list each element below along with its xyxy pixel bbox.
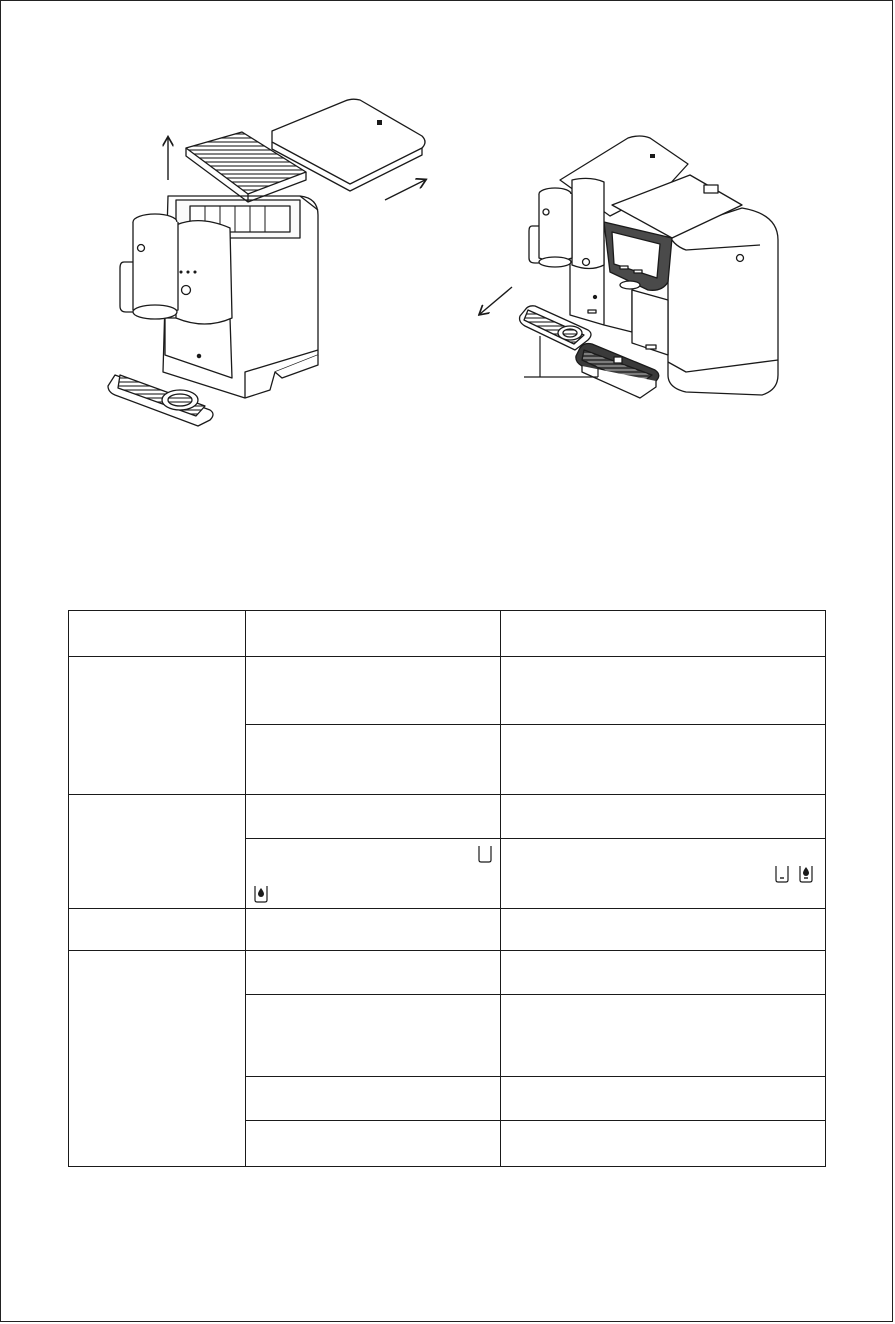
solution-cell [501, 995, 826, 1077]
cause-cell [246, 1121, 501, 1167]
problem-cell [69, 909, 246, 951]
cup-water-drop-icon [254, 885, 268, 903]
cause-cell [246, 725, 501, 795]
cause-cell [246, 1077, 501, 1121]
solution-cell [501, 725, 826, 795]
slide-arrow [385, 180, 425, 200]
problem-cell [69, 951, 246, 1167]
cup-drop-low-level-icon [799, 865, 813, 883]
solution-cell [501, 839, 826, 909]
cup-outline-icon [478, 845, 492, 863]
solution-cell [501, 909, 826, 951]
left-machine-illustration [108, 99, 425, 426]
table-row [69, 657, 826, 725]
right-machine-illustration [520, 136, 778, 398]
header-cell-cause [246, 611, 501, 657]
solution-cell [501, 795, 826, 839]
cause-cell [246, 995, 501, 1077]
problem-cell [69, 795, 246, 909]
cup-low-level-icon [775, 865, 789, 883]
problem-cell [69, 657, 246, 795]
header-cell-solution [501, 611, 826, 657]
troubleshooting-table [68, 610, 826, 1167]
table-row [69, 951, 826, 995]
header-cell-problem [69, 611, 246, 657]
solution-cell [501, 951, 826, 995]
pull-out-arrow [480, 287, 512, 314]
cause-cell [246, 657, 501, 725]
solution-cell [501, 1077, 826, 1121]
solution-cell [501, 657, 826, 725]
cause-cell [246, 951, 501, 995]
solution-cell [501, 1121, 826, 1167]
cause-cell [246, 909, 501, 951]
table-header-row [69, 611, 826, 657]
cause-cell [246, 839, 501, 909]
table-row [69, 795, 826, 839]
table-row [69, 909, 826, 951]
illustration-area [0, 0, 895, 480]
cause-cell [246, 795, 501, 839]
